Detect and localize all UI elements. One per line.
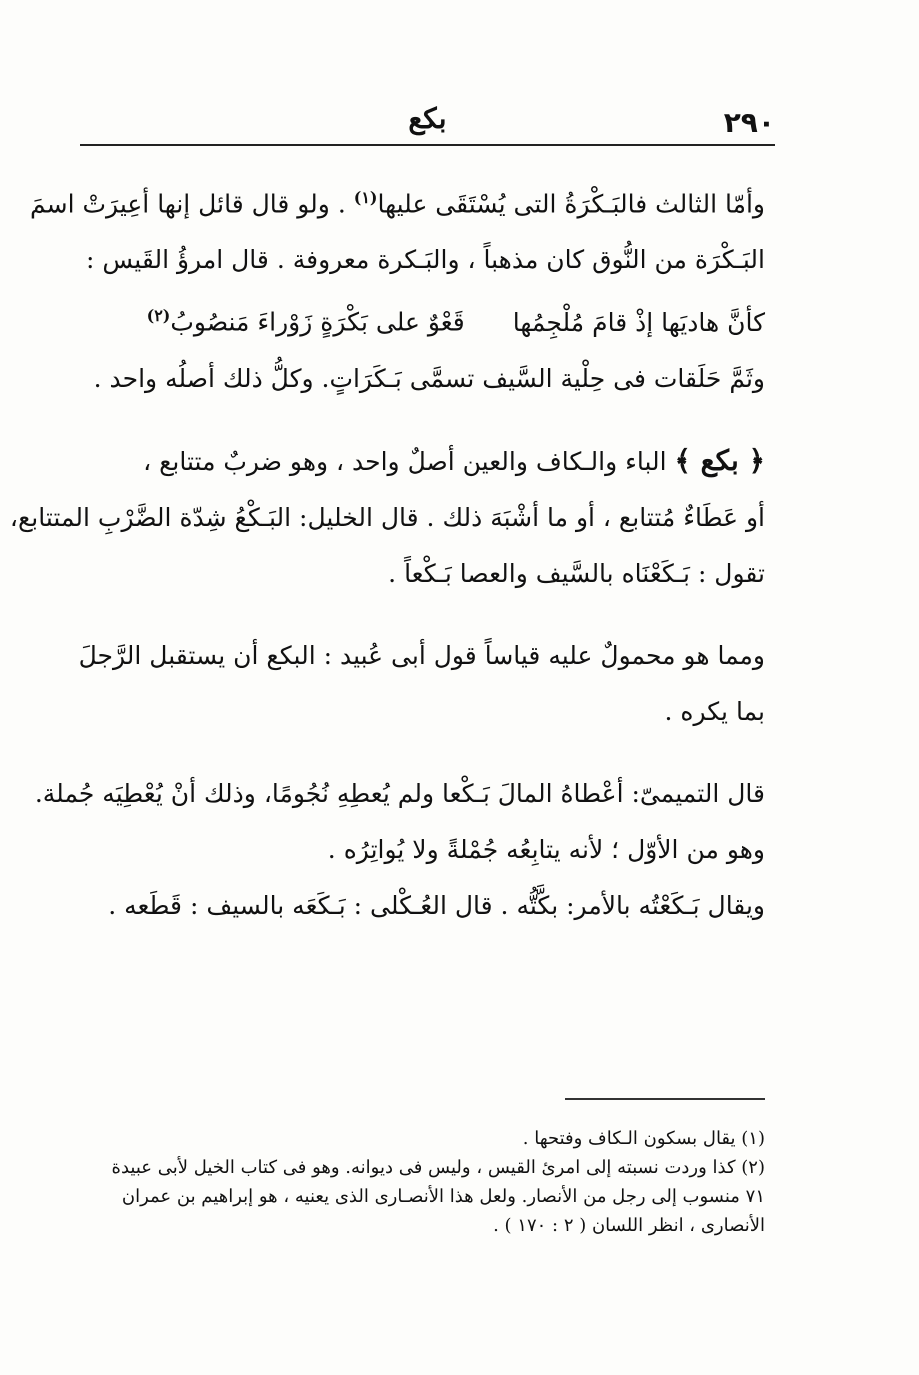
footnote-separator	[565, 1098, 765, 1100]
footnote-1: (١) يقال بسكون الـكاف وفتحها .	[522, 1128, 765, 1149]
text-line: ويقال بَـكَعْتُه بالأمر: بكَّتُّه . قال العُـكْلى : بَـكَعَه بالسيف : قَطَعه .	[108, 890, 765, 920]
header-rule	[80, 144, 775, 146]
paragraph-gap	[95, 602, 765, 628]
footnote-ref: (٢)	[146, 306, 171, 326]
text-line: وثَمَّ حَلَقات فى حِلْية السَّيف تسمَّى بَـكَرَاتٍ. وكلُّ ذلك أصلُه واحد .	[93, 363, 765, 393]
text-line	[30, 170, 765, 232]
footnote-2-line-2: ٧١ منسوب إلى رجل من الأنصار. ولعل هذا الأنصـارى الذى يعنيه ، هو إبراهيم بن عمران	[121, 1186, 765, 1207]
text-line: البَـكْرَة من النُّوق كان مذهباً ، والبَـكرة معروفة . قال امرؤُ القَيس :	[86, 245, 765, 275]
footnotes	[80, 1124, 765, 1240]
text-line: ومما هو محمولٌ عليه قياساً قول أبى عُبيد : البكع أن يستقبل الرَّجلَ	[78, 640, 765, 670]
text-line	[95, 433, 765, 490]
text-line: قال التميمىّ: أعْطاهُ المالَ بَـكْعا ولم يُعطِهِ نُجُومًا، وذلك أنْ يُعْطِيَه جُملة.	[34, 778, 765, 808]
paragraph-gap	[95, 740, 765, 766]
verse-hemistich-first: كأنَّ هاديَها إذْ قامَ مُلْجِمُها	[512, 307, 765, 337]
footnote-2-line-3: الأنصارى ، انظر اللسان ( ٢ : ١٧٠ ) .	[493, 1215, 765, 1236]
running-title: بكع	[408, 102, 447, 135]
text-segment: وأمّا الثالث فالبَـكْرَةُ التى يُسْتَقَى عليها	[377, 189, 765, 219]
main-text	[9, 170, 765, 934]
footnote-ref: (١)	[353, 188, 378, 207]
poetry-verse	[95, 288, 765, 350]
text-line: بما يكره .	[664, 696, 765, 726]
verse-hemistich-second	[147, 288, 465, 350]
text-segment: . ولو قال قائل إنها أعِيرَتْ اسمَ	[30, 189, 346, 219]
text-line: أو عَطَاءٌ مُتتابع ، أو ما أشْبَهَ ذلك . قال الخليل: البَـكْعُ شِدّة الضَّرْبِ المتتابع،	[9, 502, 765, 532]
page-number: ٢٩٠	[723, 106, 775, 139]
text-line: وهو من الأوّل ؛ لأنه يتابِعُه جُمْلةً ولا يُواتِرُه .	[327, 834, 765, 864]
verse-hemistich-second-text: قَعْوٌ على بَكْرَةٍ زَوْراءَ مَنصُوبُ	[170, 307, 465, 337]
entry-heading: ﴿ بكع ﴾	[674, 443, 765, 477]
text-line: تقول : بَـكَعْنَاه بالسَّيف والعصا بَـكْعاً .	[388, 558, 765, 588]
text-segment: الباء والـكاف والعين أصلٌ واحد ، وهو ضربٌ متتابع ،	[143, 446, 667, 476]
paragraph-gap	[95, 407, 765, 433]
footnote-2-line-1: (٢) كذا وردت نسبته إلى امرئ القيس ، وليس فى ديوانه. وهو فى كتاب الخيل لأبى عبيدة	[111, 1157, 765, 1178]
page-header	[80, 100, 775, 144]
